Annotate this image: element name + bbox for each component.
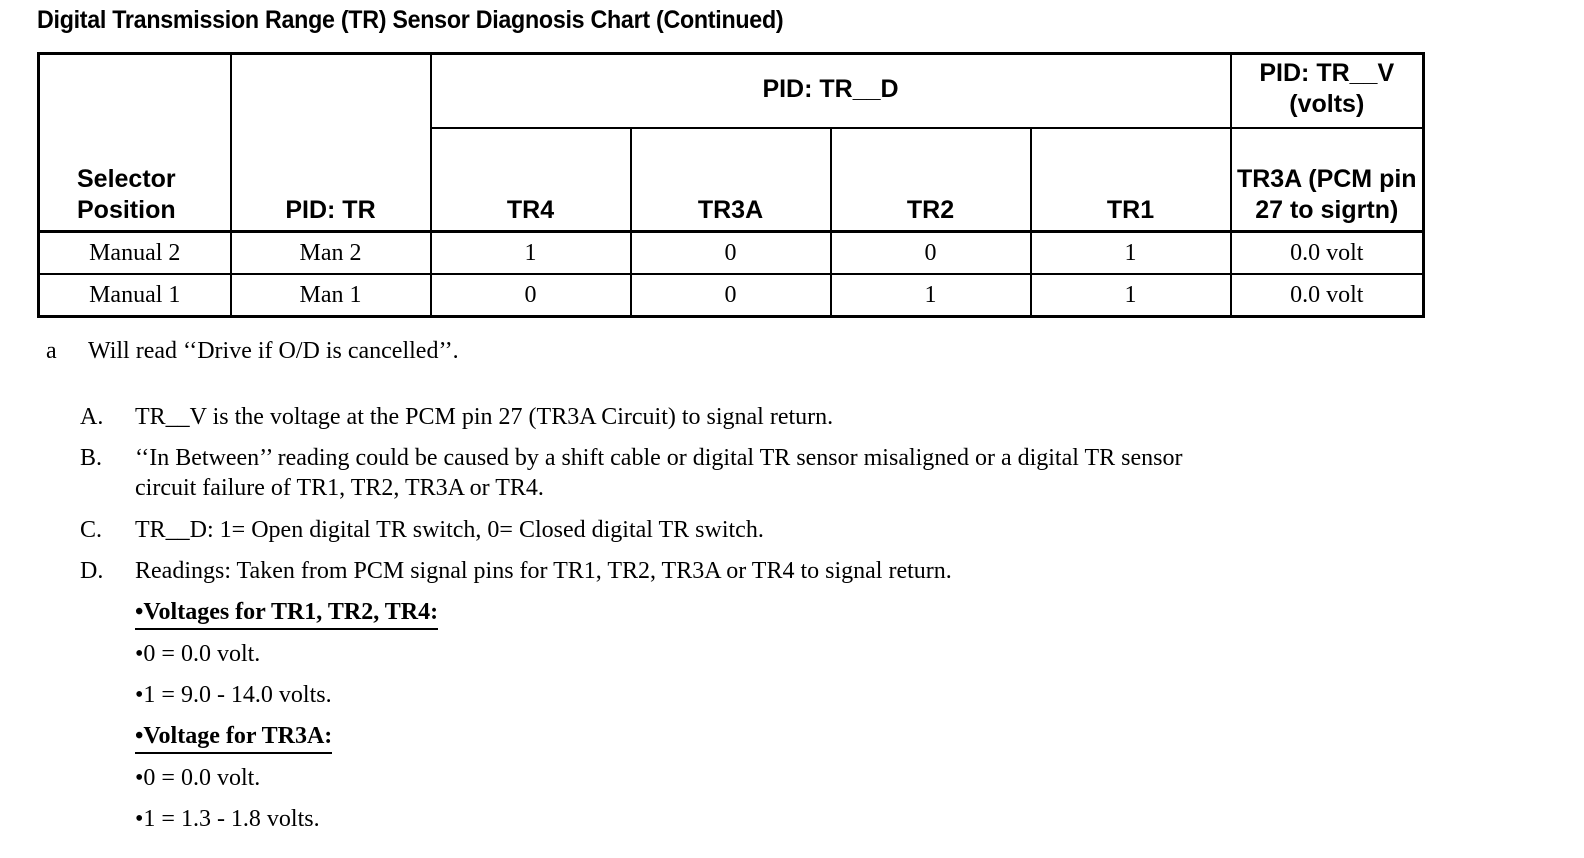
table-row (39, 232, 1424, 275)
cell-pid-tr: Man 1 (231, 274, 431, 317)
tr124-voltage-heading: •Voltages for TR1, TR2, TR4: (135, 599, 438, 630)
note-letter: A. (80, 404, 104, 430)
header-selector-position: Selector Position (39, 54, 231, 232)
note-text: ‘‘In Between’’ reading could be caused by a shift cable or digital TR sensor misaligned or a digital TR sensor (135, 445, 1183, 471)
note-c (80, 517, 764, 544)
cell-volts: 0.0 volt (1231, 274, 1424, 317)
cell-tr1: 1 (1031, 232, 1231, 275)
header-tr3a: TR3A (631, 128, 831, 232)
note-text: TR__V is the voltage at the PCM pin 27 (TR3A Circuit) to signal return. (135, 404, 834, 430)
cell-tr3a: 0 (631, 274, 831, 317)
note-a (80, 404, 834, 431)
header-pid-tr-d: PID: TR__D (431, 54, 1231, 129)
cell-tr2: 1 (831, 274, 1031, 317)
cell-tr4: 0 (431, 274, 631, 317)
cell-tr2: 0 (831, 232, 1031, 275)
note-d (80, 558, 952, 585)
header-pid-tr: PID: TR (231, 54, 431, 232)
footnote-marker: a (46, 338, 57, 364)
note-letter: C. (80, 517, 103, 543)
header-tr2: TR2 (831, 128, 1031, 232)
cell-volts: 0.0 volt (1231, 232, 1424, 275)
note-text: TR__D: 1= Open digital TR switch, 0= Closed digital TR switch. (135, 517, 764, 543)
cell-tr1: 1 (1031, 274, 1231, 317)
tr124-zero-value: •0 = 0.0 volt. (135, 641, 261, 667)
tr3a-zero-value: •0 = 0.0 volt. (135, 765, 261, 791)
cell-selector: Manual 1 (39, 274, 231, 317)
diagnosis-table (37, 52, 1425, 318)
page-title: Digital Transmission Range (TR) Sensor Diagnosis Chart (Continued) (37, 6, 784, 34)
header-tr4: TR4 (431, 128, 631, 232)
cell-pid-tr: Man 2 (231, 232, 431, 275)
cell-tr3a: 0 (631, 232, 831, 275)
header-pid-tr-v: PID: TR__V (volts) (1231, 54, 1424, 129)
note-letter: D. (80, 558, 104, 584)
footnote (46, 338, 459, 365)
cell-tr4: 1 (431, 232, 631, 275)
cell-selector: Manual 2 (39, 232, 231, 275)
table-row (39, 274, 1424, 317)
note-b (80, 445, 1183, 501)
note-text: Readings: Taken from PCM signal pins for TR1, TR2, TR3A or TR4 to signal return. (135, 558, 952, 584)
header-tr3a-pcm: TR3A (PCM pin 27 to sigrtn) (1231, 128, 1424, 232)
note-letter: B. (80, 445, 103, 471)
tr3a-voltage-heading: •Voltage for TR3A: (135, 723, 332, 754)
footnote-text: Will read ‘‘Drive if O/D is cancelled’’. (88, 338, 459, 364)
header-tr1: TR1 (1031, 128, 1231, 232)
note-text-continued: circuit failure of TR1, TR2, TR3A or TR4. (135, 475, 544, 501)
tr3a-one-value: •1 = 1.3 - 1.8 volts. (135, 806, 320, 832)
tr124-one-value: •1 = 9.0 - 14.0 volts. (135, 682, 332, 708)
